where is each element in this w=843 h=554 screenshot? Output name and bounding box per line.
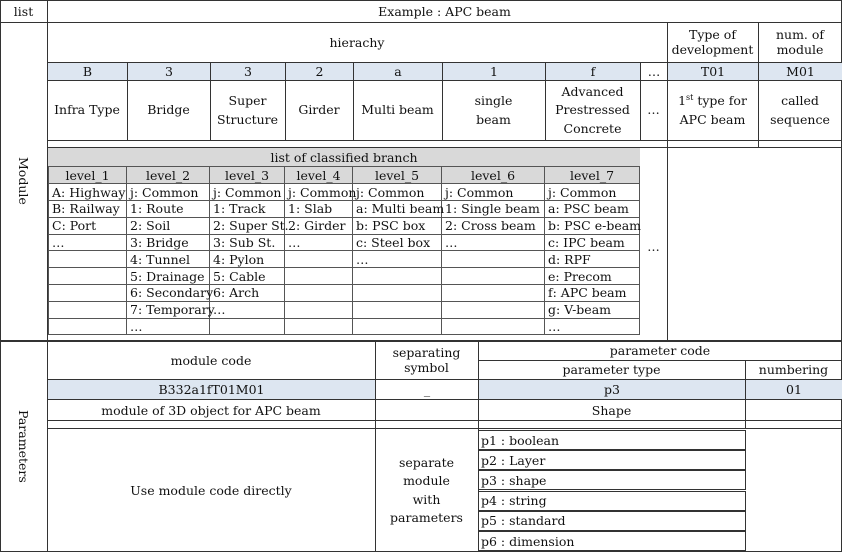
branch-cell [353, 318, 442, 335]
list-label: list [13, 3, 34, 19]
code-cell: a [354, 63, 442, 80]
separate-line4: parameters [390, 509, 463, 525]
branch-cell: A: Highway [48, 184, 127, 201]
separating-symbol-line2: symbol [404, 360, 449, 375]
level-header: level_1 [48, 166, 127, 184]
level-header: level_2 [127, 166, 210, 184]
branch-cell: … [210, 302, 285, 319]
branch-cell: j: Common [285, 184, 353, 201]
code-cell: 2 [286, 63, 353, 80]
level-header: level_4 [285, 166, 353, 184]
branch-cell [353, 302, 442, 319]
parameter-item: p6 : dimension [478, 531, 746, 551]
name-cell [545, 81, 640, 140]
branch-cell [48, 251, 127, 268]
hierachy-heading: hierachy [329, 34, 385, 50]
parameter-item: p5 : standard [478, 511, 746, 531]
branch-cell: 2: Cross beam [442, 218, 545, 235]
code-cell: M01 [759, 63, 842, 80]
branch-cell: … [285, 234, 353, 251]
type-of-development-line2: development [671, 42, 754, 57]
name-cell [640, 81, 667, 140]
branch-cell: 4: Tunnel [127, 251, 210, 268]
separate-line1: separate [398, 455, 455, 471]
branch-cell: b: PSC box [353, 218, 442, 235]
branch-cell: 4: Pylon [210, 251, 285, 268]
branch-cell [442, 302, 545, 319]
parameter-item: p3 : shape [478, 470, 746, 490]
branch-cell [442, 251, 545, 268]
branch-cell: b: PSC e-beam [545, 218, 640, 235]
branch-cell: … [48, 234, 127, 251]
numbering-value: 01 [746, 380, 842, 399]
branch-cell [285, 285, 353, 302]
numbering-heading: numbering [758, 362, 829, 377]
module-side-label: Module [16, 157, 31, 205]
branch-cell [442, 318, 545, 335]
branch-cell [48, 302, 127, 319]
branch-cell: a: PSC beam [545, 201, 640, 218]
code-cell: 1 [443, 63, 545, 80]
name-line: Bridge [147, 102, 190, 118]
branch-cell: … [127, 318, 210, 335]
branch-cell: … [545, 318, 640, 335]
name-line: beam [476, 111, 511, 127]
code-cell: B [48, 63, 127, 80]
branch-cell: 5: Drainage [127, 268, 210, 285]
parameter-type-value: p3 [479, 380, 745, 399]
branch-cell: 2: Super St. [210, 218, 285, 235]
branch-cell [285, 302, 353, 319]
branch-cell [285, 318, 353, 335]
separating-symbol-line1: separating [392, 345, 461, 360]
branch-cell: 2: Soil [127, 218, 210, 235]
branch-cell: j: Common [442, 184, 545, 201]
branch-cell [285, 268, 353, 285]
parameter-code-heading: parameter code [609, 343, 711, 358]
branch-cell: j: Common [545, 184, 640, 201]
example-title: Example : APC beam [378, 3, 511, 19]
first-superscript: st [686, 93, 694, 103]
branch-cell: c: IPC beam [545, 234, 640, 251]
branch-cell: 6: Arch [210, 285, 285, 302]
name-line: Advanced [561, 84, 624, 100]
name-line: sequence [770, 111, 830, 127]
branch-cell: 7: Temporary [127, 302, 210, 319]
branch-cell: 2: Girder [285, 218, 353, 235]
branch-cell: 1: Single beam [442, 201, 545, 218]
branch-cell: j: Common [210, 184, 285, 201]
name-cell [285, 81, 353, 140]
level-header: level_3 [210, 166, 285, 184]
first-number: 1 [678, 93, 687, 109]
name-line: Girder [298, 102, 340, 118]
branch-cell [48, 285, 127, 302]
parameter-item: p2 : Layer [478, 450, 746, 470]
code-cell: … [647, 64, 661, 79]
parameter-type-heading: parameter type [562, 362, 661, 377]
branch-cell [353, 285, 442, 302]
branch-cell [442, 268, 545, 285]
code-cell: 3 [211, 63, 285, 80]
branch-cell: 1: Track [210, 201, 285, 218]
branch-cell: 1: Slab [285, 201, 353, 218]
name-cell [210, 81, 285, 140]
name-line: Prestressed [555, 102, 630, 118]
branch-cell [353, 268, 442, 285]
name-line: Infra Type [54, 102, 120, 118]
branch-cell: … [442, 234, 545, 251]
branch-cell: 1: Route [127, 201, 210, 218]
branch-cell: j: Common [353, 184, 442, 201]
branch-cell [48, 318, 127, 335]
shape-label: Shape [591, 402, 632, 418]
code-cell: 3 [128, 63, 210, 80]
parameter-item: p1 : boolean [478, 430, 746, 450]
name-line: type for [697, 93, 747, 109]
type-of-development-heading [667, 22, 758, 62]
num-of-module-line2: module [776, 42, 824, 57]
branch-cell [210, 318, 285, 335]
branch-cell [48, 268, 127, 285]
code-cell: f [546, 63, 640, 80]
name-cell [442, 81, 545, 140]
name-line: Multi beam [361, 102, 434, 118]
separating-symbol-value: _ [423, 382, 431, 397]
name-line: called [781, 93, 819, 109]
separate-line3: with [412, 491, 441, 507]
branch-cell: 3: Bridge [127, 234, 210, 251]
object-description: module of 3D object for APC beam [101, 402, 321, 418]
name-cell [758, 81, 842, 140]
level-header: level_5 [353, 166, 442, 184]
name-line: Structure [216, 111, 279, 127]
module-code-heading: module code [170, 352, 252, 368]
branch-cell: 3: Sub St. [210, 234, 285, 251]
num-of-module-heading [758, 22, 842, 62]
branch-cell: c: Steel box [353, 234, 442, 251]
level-header: level_6 [442, 166, 545, 184]
name-cell [127, 81, 210, 140]
separating-symbol-heading [375, 341, 478, 379]
branch-cell: j: Common [127, 184, 210, 201]
level-header: level_7 [545, 166, 640, 184]
first-type-line [678, 92, 747, 110]
branch-cell: a: Multi beam [353, 201, 442, 218]
branch-cell: … [353, 251, 442, 268]
name-line: single [474, 93, 513, 109]
branch-cell: e: Precom [545, 268, 640, 285]
separate-module-with-parameters [375, 429, 478, 552]
parameter-item: p4 : string [478, 491, 746, 511]
name-line: APC beam [679, 111, 746, 127]
name-cell [47, 81, 127, 140]
name-cell [353, 81, 442, 140]
parameters-side-label: Parameters [16, 410, 31, 483]
branch-cell: d: RPF [545, 251, 640, 268]
separate-line2: module [403, 473, 450, 489]
branch-cell [442, 285, 545, 302]
use-module-code-directly: Use module code directly [130, 483, 292, 498]
code-cell: T01 [668, 63, 758, 80]
branch-cell: 6: Secondary [127, 285, 210, 302]
branch-cell: B: Railway [48, 201, 127, 218]
module-code-value: B332a1fT01M01 [48, 380, 375, 399]
branch-cell: C: Port [48, 218, 127, 235]
name-line: Concrete [563, 120, 622, 136]
type-of-development-line1: Type of [689, 27, 736, 42]
branch-cell: 5: Cable [210, 268, 285, 285]
branch-title: list of classified branch [48, 148, 640, 166]
name-line: Super [228, 93, 267, 109]
branch-ellipsis: … [647, 238, 660, 254]
branch-cell: g: V-beam [545, 302, 640, 319]
name-cell [667, 81, 758, 140]
branch-cell: f: APC beam [545, 285, 640, 302]
num-of-module-line1: num. of [775, 27, 825, 42]
name-line: … [647, 102, 660, 118]
branch-cell [285, 251, 353, 268]
